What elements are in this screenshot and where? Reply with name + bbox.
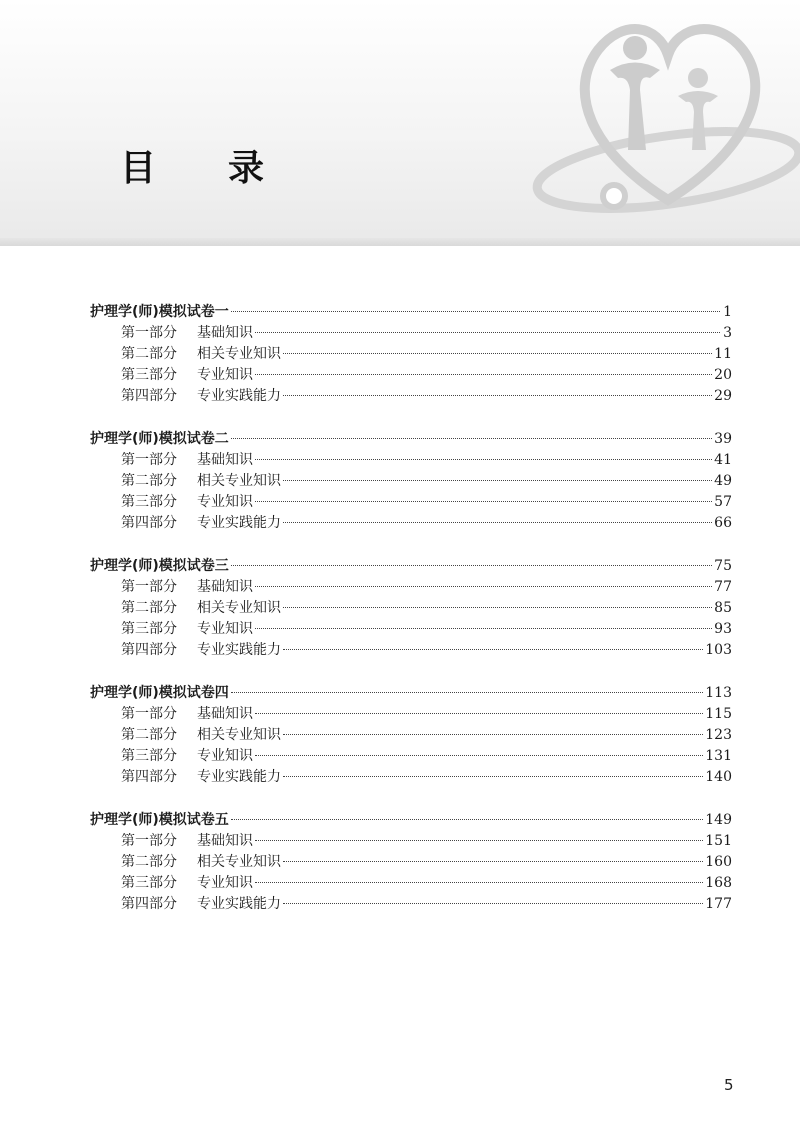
toc-part-label: [121, 577, 253, 598]
toc-part-number: 第二部分: [121, 473, 177, 489]
toc-entry-exam[interactable]: [90, 429, 732, 450]
toc-part-label: [121, 831, 253, 852]
toc-part-name: 基础知识: [197, 325, 253, 341]
toc-part-page: 49: [714, 473, 732, 489]
toc-part-number: 第四部分: [121, 515, 177, 531]
toc-group: [90, 810, 732, 915]
leader-dots: [231, 565, 712, 566]
toc-entry-part[interactable]: [90, 725, 732, 746]
leader-dots: [283, 480, 712, 481]
leader-dots: [283, 903, 703, 904]
toc-part-name: 基础知识: [197, 833, 253, 849]
leader-dots: [255, 755, 703, 756]
toc-part-page: 77: [714, 579, 732, 595]
nursing-logo-icon: [528, 0, 800, 230]
toc-entry-exam[interactable]: [90, 683, 732, 704]
leader-dots: [255, 374, 712, 375]
toc-part-label: [121, 513, 281, 534]
toc-entry-part[interactable]: [90, 852, 732, 873]
leader-dots: [231, 819, 703, 820]
toc-entry-part[interactable]: [90, 386, 732, 407]
leader-dots: [231, 438, 712, 439]
toc-part-name: 专业实践能力: [197, 388, 281, 404]
toc-entry-page: 1: [723, 304, 732, 320]
toc-entry-part[interactable]: [90, 513, 732, 534]
toc-part-number: 第一部分: [121, 452, 177, 468]
toc-part-name: 相关专业知识: [197, 600, 281, 616]
toc-part-number: 第三部分: [121, 494, 177, 510]
leader-dots: [255, 501, 712, 502]
toc-entry-part[interactable]: [90, 873, 732, 894]
toc-part-number: 第一部分: [121, 325, 177, 341]
toc-entry-part[interactable]: [90, 365, 732, 386]
toc-entry-part[interactable]: [90, 704, 732, 725]
toc-entry-part[interactable]: [90, 894, 732, 915]
toc-entry-exam[interactable]: [90, 556, 732, 577]
leader-dots: [231, 692, 703, 693]
toc-part-label: [121, 619, 253, 640]
toc-part-page: 57: [714, 494, 732, 510]
toc-entry-part[interactable]: [90, 344, 732, 365]
toc-entry-part[interactable]: [90, 471, 732, 492]
toc-part-name: 相关专业知识: [197, 473, 281, 489]
toc-part-name: 专业知识: [197, 875, 253, 891]
toc-part-label: [121, 852, 281, 873]
toc-part-name: 专业实践能力: [197, 642, 281, 658]
toc-part-name: 专业知识: [197, 621, 253, 637]
toc-entry-part[interactable]: [90, 831, 732, 852]
toc-part-number: 第一部分: [121, 579, 177, 595]
toc-entry-part[interactable]: [90, 450, 732, 471]
toc-part-label: [121, 471, 281, 492]
toc-part-name: 基础知识: [197, 452, 253, 468]
toc-part-number: 第三部分: [121, 367, 177, 383]
toc-part-name: 基础知识: [197, 706, 253, 722]
toc-part-label: [121, 598, 281, 619]
toc-entry-part[interactable]: [90, 323, 732, 344]
toc-part-page: 151: [705, 833, 732, 849]
toc-part-number: 第二部分: [121, 727, 177, 743]
toc-part-number: 第四部分: [121, 642, 177, 658]
toc-entry-page: 39: [714, 431, 732, 447]
toc-part-number: 第二部分: [121, 854, 177, 870]
toc-part-name: 专业实践能力: [197, 896, 281, 912]
toc-part-name: 专业知识: [197, 367, 253, 383]
toc-part-number: 第三部分: [121, 748, 177, 764]
toc-entry-part[interactable]: [90, 640, 732, 661]
toc-part-name: 相关专业知识: [197, 346, 281, 362]
toc-part-label: [121, 365, 253, 386]
leader-dots: [255, 882, 703, 883]
toc-part-number: 第三部分: [121, 875, 177, 891]
toc-part-number: 第二部分: [121, 346, 177, 362]
footer-page-number: 5: [724, 1076, 734, 1094]
toc-part-label: [121, 492, 253, 513]
toc-part-page: 115: [705, 706, 732, 722]
toc-part-number: 第四部分: [121, 769, 177, 785]
toc-part-label: [121, 344, 281, 365]
toc-part-number: 第四部分: [121, 896, 177, 912]
leader-dots: [283, 395, 712, 396]
toc-entry-part[interactable]: [90, 619, 732, 640]
toc-part-page: 131: [705, 748, 732, 764]
leader-dots: [255, 586, 712, 587]
toc-part-label: [121, 450, 253, 471]
toc-part-page: 41: [714, 452, 732, 468]
leader-dots: [255, 332, 720, 333]
toc-part-number: 第四部分: [121, 388, 177, 404]
toc-part-name: 基础知识: [197, 579, 253, 595]
toc-part-name: 相关专业知识: [197, 727, 281, 743]
toc-part-name: 专业知识: [197, 494, 253, 510]
toc-entry-exam[interactable]: [90, 302, 732, 323]
leader-dots: [283, 861, 703, 862]
toc-part-number: 第三部分: [121, 621, 177, 637]
toc-part-label: [121, 767, 281, 788]
toc-entry-part[interactable]: [90, 598, 732, 619]
toc-part-page: 29: [714, 388, 732, 404]
page-title-char-1: 目: [120, 148, 157, 189]
leader-dots: [283, 734, 703, 735]
toc-part-page: 20: [714, 367, 732, 383]
leader-dots: [283, 353, 712, 354]
leader-dots: [255, 628, 712, 629]
toc-part-page: 177: [705, 896, 732, 912]
toc-part-page: 123: [705, 727, 732, 743]
toc-part-number: 第一部分: [121, 706, 177, 722]
leader-dots: [283, 776, 703, 777]
toc-entry-title: 护理学(师)模拟试卷四: [90, 685, 229, 701]
toc-entry-part[interactable]: [90, 767, 732, 788]
toc-part-name: 专业知识: [197, 748, 253, 764]
toc-part-page: 168: [705, 875, 732, 891]
leader-dots: [255, 459, 712, 460]
leader-dots: [283, 522, 712, 523]
toc-entry-title: 护理学(师)模拟试卷二: [90, 431, 229, 447]
leader-dots: [255, 840, 703, 841]
toc-entry-exam[interactable]: [90, 810, 732, 831]
toc-part-label: [121, 323, 253, 344]
toc-part-number: 第二部分: [121, 600, 177, 616]
toc-part-label: [121, 725, 281, 746]
toc-part-label: [121, 640, 281, 661]
toc-entry-page: 113: [705, 685, 732, 701]
toc-part-page: 93: [714, 621, 732, 637]
leader-dots: [283, 649, 703, 650]
toc-part-name: 相关专业知识: [197, 854, 281, 870]
toc-part-page: 85: [714, 600, 732, 616]
toc-group: [90, 556, 732, 661]
toc-part-name: 专业实践能力: [197, 769, 281, 785]
toc-part-number: 第一部分: [121, 833, 177, 849]
leader-dots: [283, 607, 712, 608]
toc-part-label: [121, 873, 253, 894]
page-title: [120, 140, 264, 191]
toc-part-page: 3: [723, 325, 732, 341]
toc-part-page: 11: [714, 346, 732, 362]
toc-entry-part[interactable]: [90, 492, 732, 513]
toc-group: [90, 302, 732, 407]
toc-part-page: 160: [705, 854, 732, 870]
toc-part-page: 66: [714, 515, 732, 531]
table-of-contents: [90, 302, 732, 937]
toc-part-page: 103: [705, 642, 732, 658]
toc-entry-part[interactable]: [90, 746, 732, 767]
toc-part-name: 专业实践能力: [197, 515, 281, 531]
toc-entry-title: 护理学(师)模拟试卷一: [90, 304, 229, 320]
toc-entry-page: 75: [714, 558, 732, 574]
leader-dots: [255, 713, 703, 714]
toc-part-label: [121, 704, 253, 725]
toc-entry-part[interactable]: [90, 577, 732, 598]
toc-entry-page: 149: [705, 812, 732, 828]
toc-group: [90, 429, 732, 534]
toc-group: [90, 683, 732, 788]
toc-part-label: [121, 386, 281, 407]
leader-dots: [231, 311, 720, 312]
toc-part-label: [121, 894, 281, 915]
toc-part-page: 140: [705, 769, 732, 785]
page-title-char-2: 录: [228, 148, 265, 189]
toc-part-label: [121, 746, 253, 767]
toc-entry-title: 护理学(师)模拟试卷三: [90, 558, 229, 574]
toc-entry-title: 护理学(师)模拟试卷五: [90, 812, 229, 828]
